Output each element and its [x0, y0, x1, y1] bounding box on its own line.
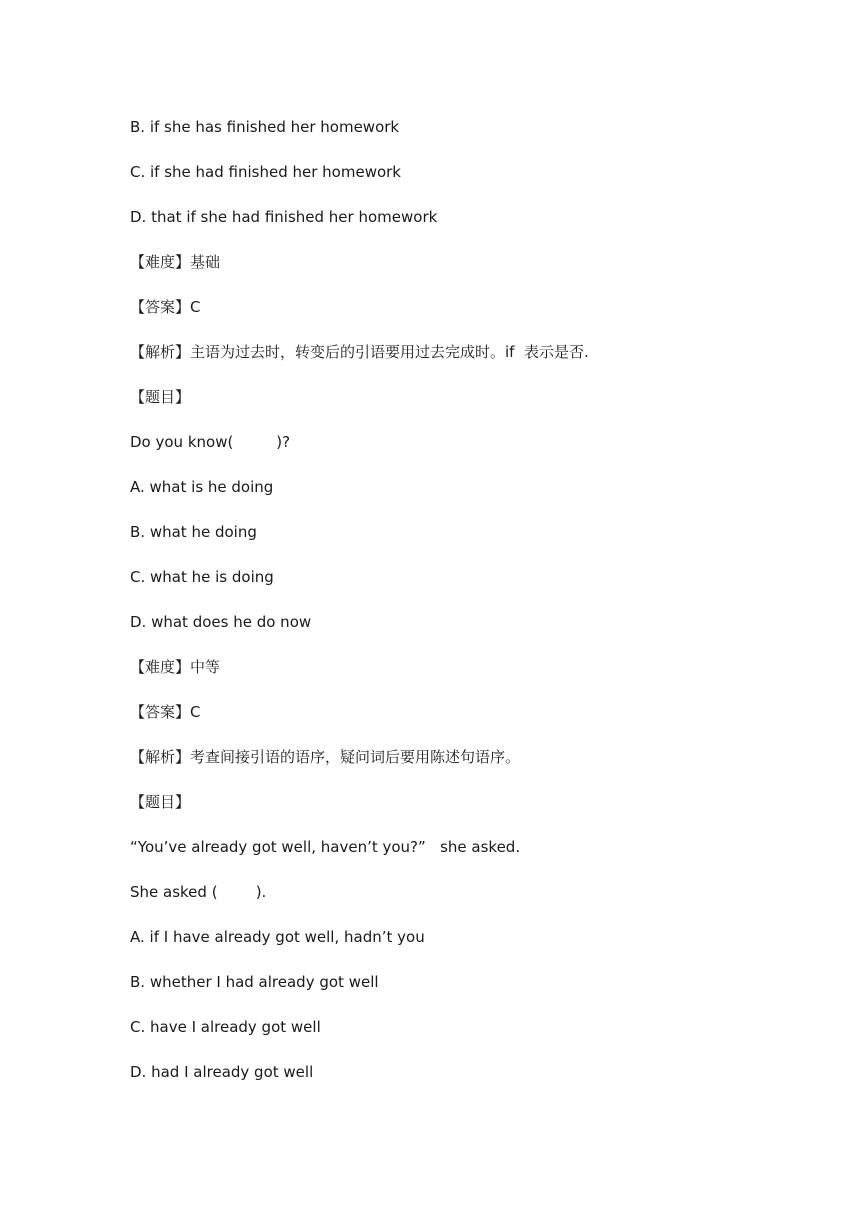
- option-b-q2: B. what he doing: [130, 523, 257, 541]
- difficulty-q2: 【难度】中等: [130, 658, 221, 676]
- question-label-q3: 【题目】: [130, 793, 191, 811]
- answer-q2: 【答案】C: [130, 703, 201, 721]
- question-stem-q2: Do you know( )?: [130, 433, 291, 451]
- analysis-q1: 【解析】主语为过去时，转变后的引语要用过去完成时。if 表示是否.: [130, 343, 589, 361]
- option-a-q3: A. if I have already got well, hadn’t you: [130, 928, 425, 946]
- option-c-q1: C. if she had finished her homework: [130, 163, 401, 181]
- option-b-q1: B. if she has finished her homework: [130, 118, 400, 136]
- option-d-q3: D. had I already got well: [130, 1063, 314, 1081]
- answer-q1: 【答案】C: [130, 298, 201, 316]
- option-c-q3: C. have I already got well: [130, 1018, 321, 1036]
- option-b-q3: B. whether I had already got well: [130, 973, 379, 991]
- question-content: [130, 115, 770, 1105]
- analysis-q2: 【解析】考查间接引语的语序，疑问词后要用陈述句语序。: [130, 748, 521, 766]
- option-d-q2: D. what does he do now: [130, 613, 312, 631]
- question-quote-q3: “You’ve already got well, haven’t you?” she asked.: [130, 838, 521, 856]
- difficulty-q1: 【难度】基础: [130, 253, 221, 271]
- option-d-q1: D. that if she had finished her homework: [130, 208, 438, 226]
- question-label-q2: 【题目】: [130, 388, 191, 406]
- option-a-q2: A. what is he doing: [130, 478, 274, 496]
- option-c-q2: C. what he is doing: [130, 568, 274, 586]
- question-stem-q3: She asked ( ).: [130, 883, 267, 901]
